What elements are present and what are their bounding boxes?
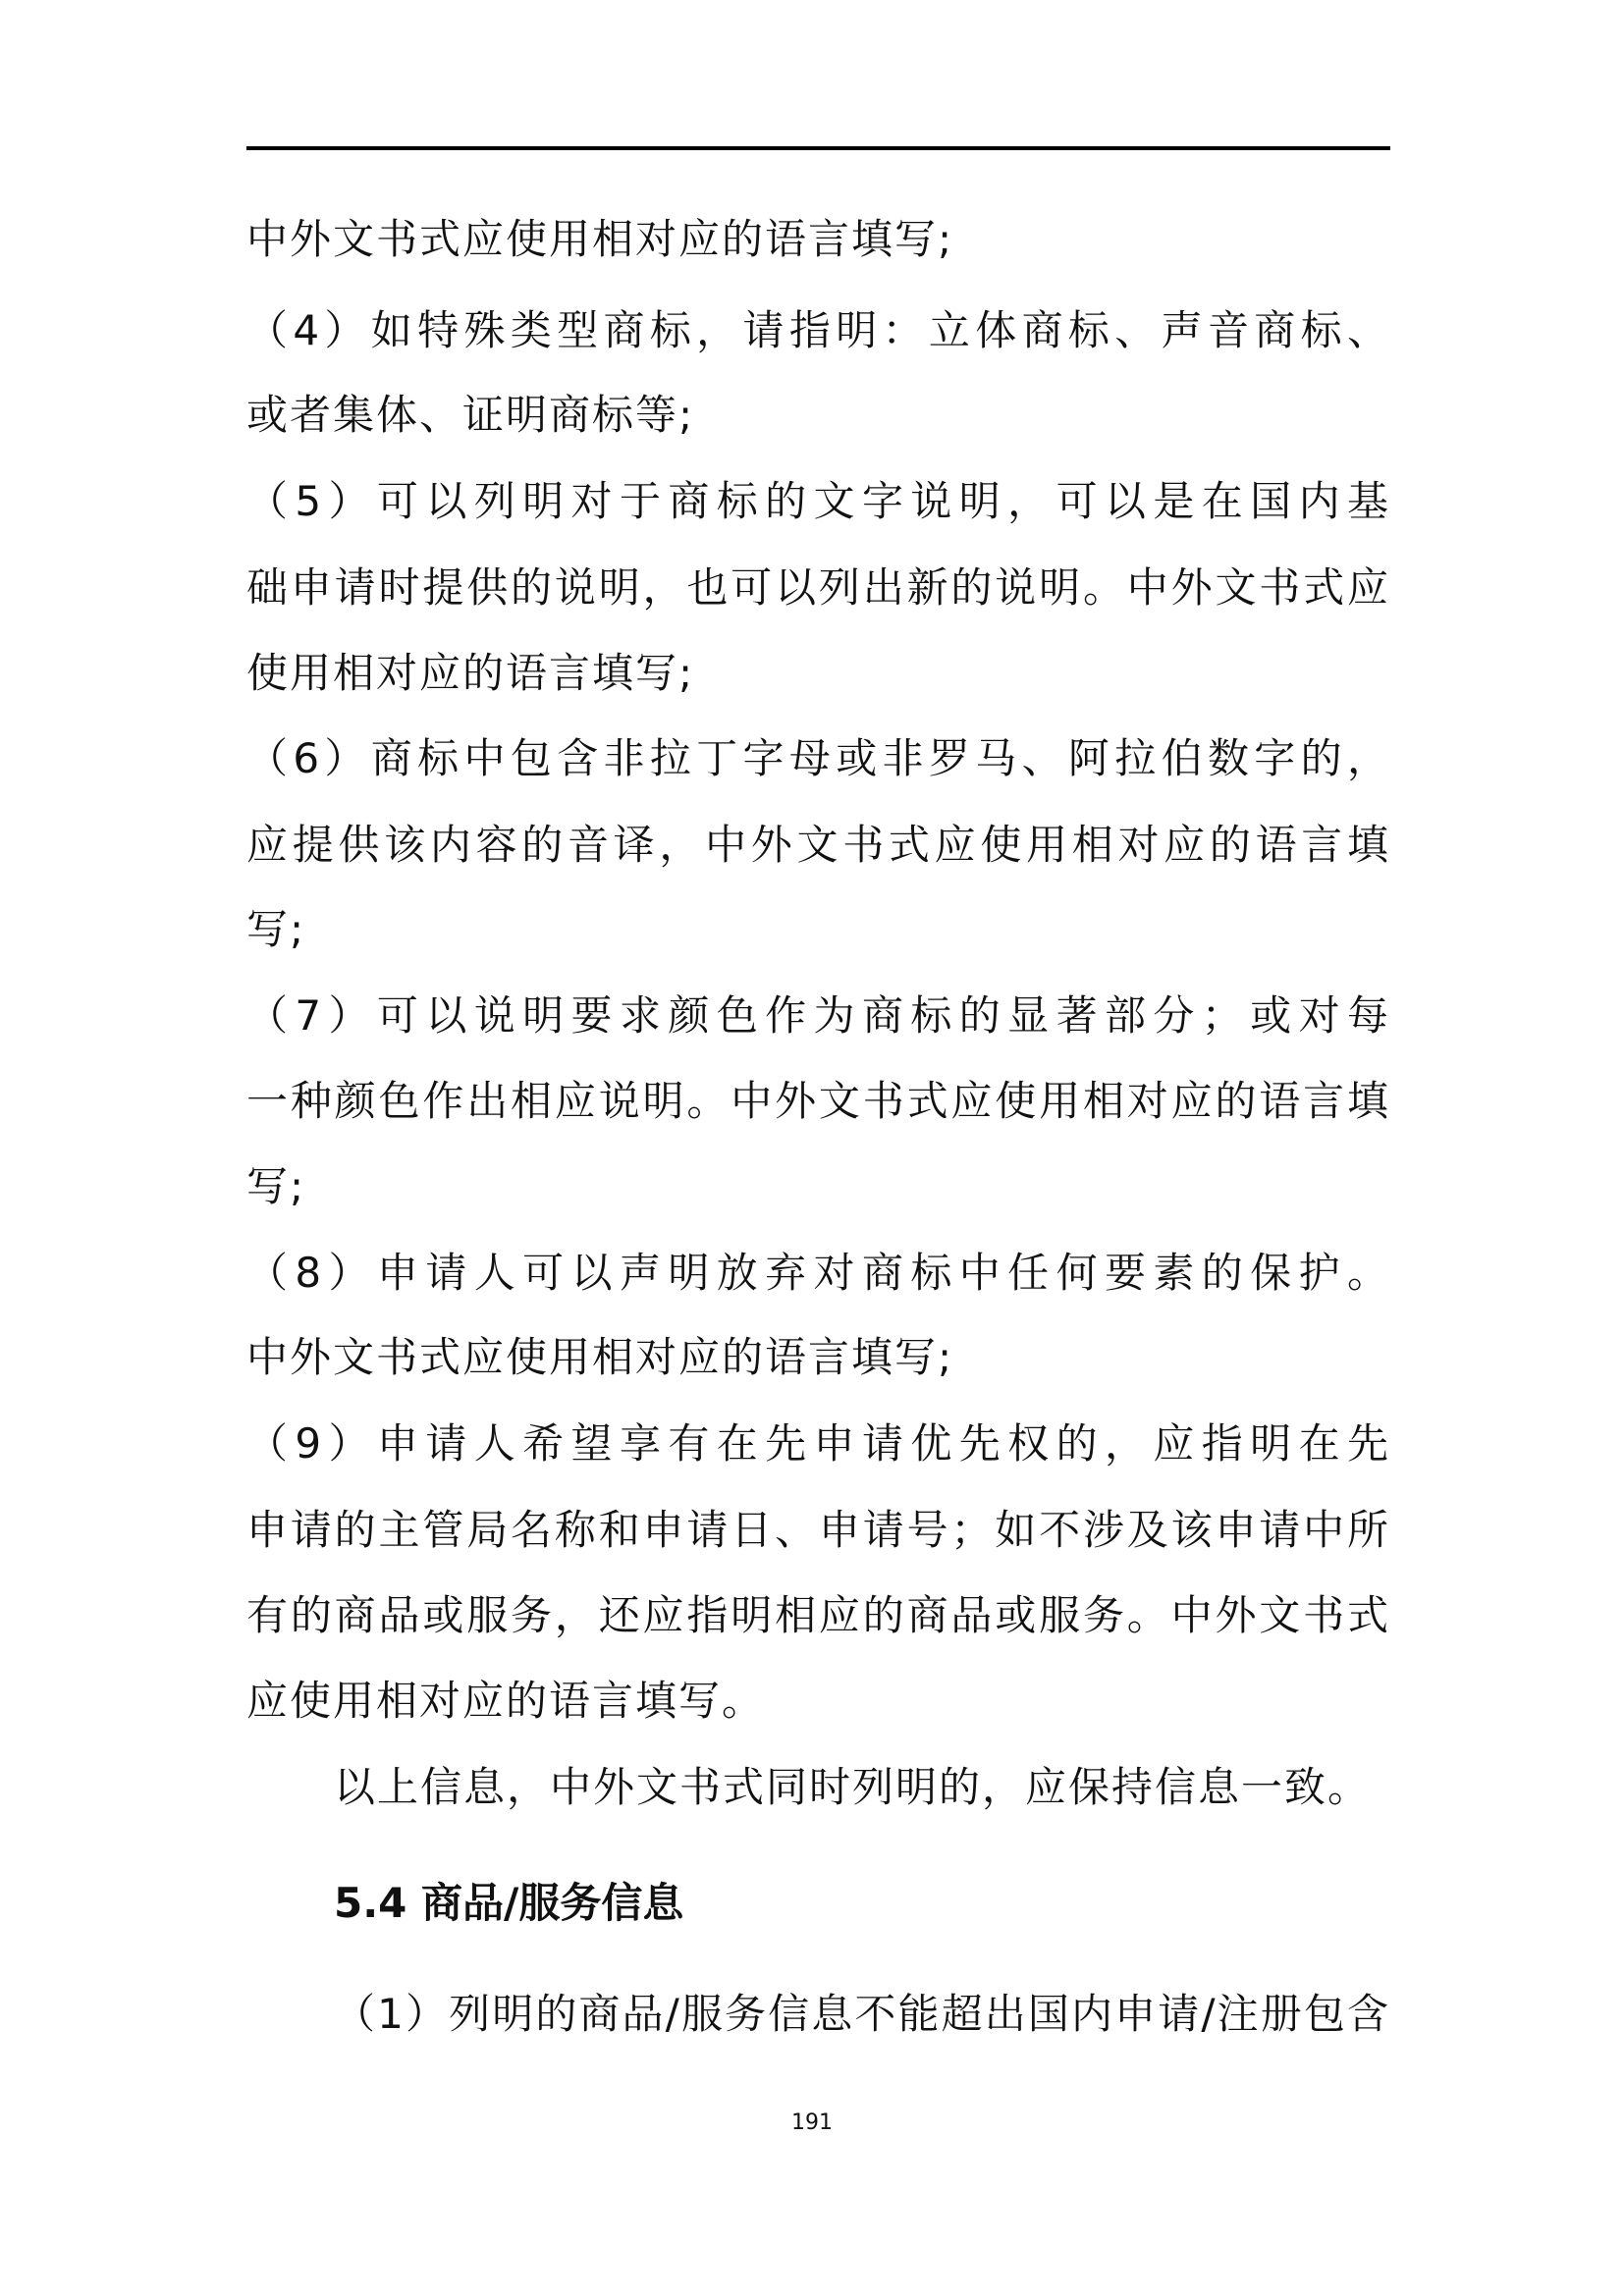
text-line-after-heading: （1）列明的商品/服务信息不能超出国内申请/注册包含 (334, 1990, 1390, 2038)
section-heading: 5.4 商品/服务信息 (334, 1879, 684, 1927)
text-line-17: 有的商品或服务，还应指明相应的商品或服务。中外文书式 (246, 1591, 1390, 1639)
page-number: 191 (791, 2110, 833, 2135)
text-line-12: 写; (246, 1162, 306, 1210)
text-line-16: 申请的主管局名称和申请日、申请号；如不涉及该申请中所 (246, 1506, 1390, 1554)
text-line-13: （8）申请人可以声明放弃对商标中任何要素的保护。 (246, 1249, 1390, 1297)
text-line-5: 础申请时提供的说明，也可以列出新的说明。中外文书式应 (246, 563, 1390, 612)
text-line-8: 应提供该内容的音译，中外文书式应使用相对应的语言填 (246, 821, 1390, 869)
text-line-6: 使用相对应的语言填写; (246, 649, 695, 697)
text-line-2: （4）如特殊类型商标，请指明：立体商标、声音商标、 (246, 306, 1390, 354)
text-line-3: 或者集体、证明商标等; (246, 391, 695, 439)
text-line-9: 写; (246, 905, 306, 953)
text-line-1: 中外文书式应使用相对应的语言填写; (246, 215, 954, 263)
text-line-11: 一种颜色作出相应说明。中外文书式应使用相对应的语言填 (246, 1077, 1390, 1125)
text-line-14: 中外文书式应使用相对应的语言填写; (246, 1333, 954, 1381)
text-line-19: 以上信息，中外文书式同时列明的，应保持信息一致。 (334, 1763, 1372, 1811)
text-line-15: （9）申请人希望享有在先申请优先权的，应指明在先 (246, 1419, 1390, 1468)
header-rule (246, 146, 1390, 150)
text-line-7: （6）商标中包含非拉丁字母或非罗马、阿拉伯数字的， (246, 734, 1390, 782)
text-line-4: （5）可以列明对于商标的文字说明，可以是在国内基 (246, 477, 1390, 525)
text-line-10: （7）可以说明要求颜色作为商标的显著部分；或对每 (246, 991, 1390, 1040)
text-line-18: 应使用相对应的语言填写。 (246, 1677, 766, 1725)
